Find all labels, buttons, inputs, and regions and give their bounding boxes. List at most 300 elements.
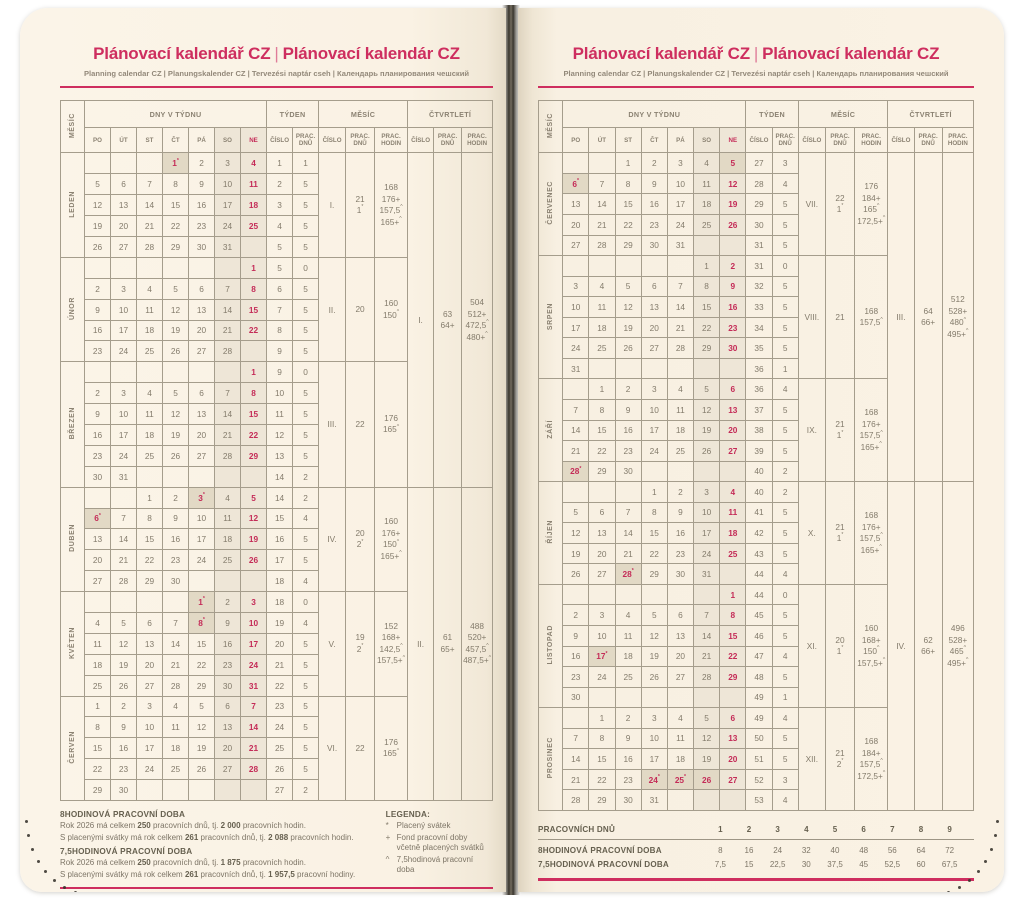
month-label-duben: DUBEN — [61, 487, 85, 591]
week-workdays: 5 — [772, 667, 798, 688]
day-cell: 19 — [163, 424, 189, 445]
day-cell: 22 — [641, 543, 667, 564]
day-cell: 20 — [111, 216, 137, 237]
day-cell: 31 — [641, 790, 667, 811]
day-cell: 5 — [163, 383, 189, 404]
week-number: 35 — [746, 338, 772, 359]
week-number: 33 — [746, 297, 772, 318]
day-cell — [563, 482, 589, 503]
day-cell: 23 — [111, 759, 137, 780]
perforation-dot — [74, 891, 77, 892]
week-number: 6 — [267, 278, 293, 299]
week-workdays: 0 — [293, 362, 319, 383]
day-cell: 16 — [85, 320, 111, 341]
day-cell — [563, 379, 589, 400]
week-workdays: 5 — [293, 717, 319, 738]
workdays-col: 2 — [746, 825, 752, 835]
week-number: 32 — [746, 276, 772, 297]
week-number: 53 — [746, 790, 772, 811]
day-cell — [694, 235, 720, 256]
week-workdays: 5 — [293, 759, 319, 780]
day-cell: 29 — [85, 780, 111, 801]
day-cell: 7 — [667, 276, 693, 297]
title-divider: | — [274, 44, 279, 63]
day-cell: 20 — [720, 420, 746, 441]
day-cell: 13 — [667, 625, 693, 646]
week-number: 3 — [267, 195, 293, 216]
day-cell: 23 — [667, 543, 693, 564]
day-cell: 26 — [720, 215, 746, 236]
month-workhours: 176 184+ 165^ 172,5+^ — [855, 153, 888, 256]
day-cell: 23 — [641, 215, 667, 236]
day-cell: 6 — [189, 383, 215, 404]
month-workhours: 168 176+ 157,5^ 165+^ — [855, 482, 888, 585]
week-workdays: 5 — [772, 194, 798, 215]
day-cell: 10 — [641, 399, 667, 420]
day-cell: 13 — [720, 399, 746, 420]
day-cell: 19 — [163, 320, 189, 341]
day-cell: 5 — [720, 153, 746, 174]
day-cell: 19 — [111, 654, 137, 675]
month-number: V. — [319, 592, 346, 696]
day-cell: 6* — [85, 508, 111, 529]
day-cell: 16 — [641, 194, 667, 215]
legend-item: * Placený svátek — [385, 821, 451, 830]
day-cell: 30 — [615, 461, 641, 482]
col-header-tyden: TÝDEN — [267, 101, 319, 128]
week-number: 30 — [746, 215, 772, 236]
day-cell: 3 — [241, 592, 267, 613]
day-cell: 14 — [163, 633, 189, 654]
day-cell: 11 — [667, 399, 693, 420]
perforation-dot — [968, 879, 971, 882]
week-workdays: 5 — [293, 675, 319, 696]
day-cell: 17 — [641, 749, 667, 770]
day-cell: 24 — [137, 759, 163, 780]
day-cell: 23 — [85, 341, 111, 362]
day-cell: 7 — [111, 508, 137, 529]
sub-header-1: PRAC. DNŮ — [293, 128, 319, 153]
day-cell: 1 — [241, 257, 267, 278]
day-cell: 28 — [215, 341, 241, 362]
day-cell: 28 — [589, 235, 615, 256]
day-cell — [563, 584, 589, 605]
week-number: 36 — [746, 358, 772, 379]
day-cell — [589, 358, 615, 379]
day-cell: 1 — [85, 696, 111, 717]
week-workdays: 5 — [772, 523, 798, 544]
day-cell: 30 — [615, 790, 641, 811]
week-workdays: 1 — [772, 687, 798, 708]
week-workdays: 5 — [293, 529, 319, 550]
day-cell: 12 — [720, 173, 746, 194]
day-header-st: ST — [615, 128, 641, 153]
day-cell: 2 — [85, 383, 111, 404]
day-cell: 26 — [241, 550, 267, 571]
day-cell: 22 — [241, 424, 267, 445]
week-workdays: 5 — [293, 633, 319, 654]
day-cell — [85, 592, 111, 613]
day-cell: 10 — [111, 404, 137, 425]
day-cell: 30 — [667, 564, 693, 585]
week-workdays: 5 — [772, 420, 798, 441]
perforation-dot — [994, 834, 997, 837]
week-workdays: 1 — [772, 358, 798, 379]
day-cell: 7 — [694, 605, 720, 626]
day-cell: 6 — [189, 278, 215, 299]
day-cell: 5 — [694, 708, 720, 729]
day-cell: 2 — [615, 708, 641, 729]
day-cell: 24 — [111, 445, 137, 466]
day-header-po: PO — [85, 128, 111, 153]
month-workdays: 20 — [346, 257, 375, 361]
day-header-čt: ČT — [641, 128, 667, 153]
sub-header-7: PRAC. HODIN — [942, 128, 973, 153]
day-cell: 24 — [189, 550, 215, 571]
day-cell: 15 — [163, 195, 189, 216]
day-cell: 27 — [137, 675, 163, 696]
week-number: 29 — [746, 194, 772, 215]
day-cell: 18 — [667, 420, 693, 441]
page-subtitle: Planning calendar CZ | Planungskalender CZ | Tervezési naptár cseh | Календарь планирования чешский — [563, 69, 949, 78]
day-cell: 8 — [694, 276, 720, 297]
day-cell: 2 — [189, 153, 215, 174]
month-workhours: 160 176+ 150^ 165+^ — [375, 487, 408, 591]
day-cell: 25* — [667, 769, 693, 790]
week-number: 9 — [267, 341, 293, 362]
day-cell: 14 — [563, 749, 589, 770]
quarter-workhours: 512 528+ 480^ 495+^ — [942, 153, 973, 482]
day-cell: 17 — [641, 420, 667, 441]
month-number: I. — [319, 153, 346, 257]
week-workdays: 5 — [772, 441, 798, 462]
day-cell: 27 — [85, 571, 111, 592]
day-cell — [189, 780, 215, 801]
day-cell: 17 — [694, 523, 720, 544]
day-header-ne: NE — [720, 128, 746, 153]
week-workdays: 4 — [772, 379, 798, 400]
week-number: 17 — [267, 550, 293, 571]
day-cell: 12 — [563, 523, 589, 544]
day-cell: 12 — [694, 399, 720, 420]
week-workdays: 5 — [293, 236, 319, 257]
week-workdays: 5 — [772, 297, 798, 318]
day-cell: 10 — [667, 173, 693, 194]
day-cell — [667, 358, 693, 379]
day-header-čt: ČT — [163, 128, 189, 153]
day-cell: 11 — [163, 717, 189, 738]
sub-header-0: ČÍSLO — [267, 128, 293, 153]
col-header-dny-v-tydnu: DNY V TÝDNU — [563, 101, 746, 128]
day-cell — [615, 584, 641, 605]
quarter-workhours: 488 520+ 457,5^ 487,5+^ — [462, 487, 493, 800]
day-cell: 28 — [111, 571, 137, 592]
month-number: XI. — [798, 584, 825, 707]
day-cell: 19 — [85, 216, 111, 237]
week-number: 50 — [746, 728, 772, 749]
day-cell — [85, 487, 111, 508]
day-cell: 15 — [241, 299, 267, 320]
workdays-title: PRACOVNÍCH DNŮ — [538, 825, 615, 835]
day-cell: 2 — [163, 487, 189, 508]
day-cell: 8 — [589, 399, 615, 420]
day-cell: 22 — [85, 759, 111, 780]
day-cell — [589, 482, 615, 503]
col-header-ctvrtleti: ČTVRTLETÍ — [408, 101, 493, 128]
quarter-number: III. — [888, 153, 914, 482]
day-cell: 26 — [163, 341, 189, 362]
day-cell: 16 — [215, 633, 241, 654]
day-cell: 9 — [641, 173, 667, 194]
day-cell: 20 — [85, 550, 111, 571]
day-cell: 26 — [563, 564, 589, 585]
month-workdays: 21 — [825, 256, 854, 379]
perforation-dot — [27, 834, 30, 837]
day-cell: 8 — [241, 278, 267, 299]
day-cell — [215, 362, 241, 383]
day-header-út: ÚT — [589, 128, 615, 153]
day-cell: 25 — [241, 216, 267, 237]
day-cell: 23 — [189, 216, 215, 237]
week-workdays: 5 — [293, 278, 319, 299]
day-cell: 2 — [85, 278, 111, 299]
month-label-prosinec: PROSINEC — [539, 708, 563, 811]
week-workdays: 4 — [293, 508, 319, 529]
quarter-workdays: 63 64+ — [434, 153, 462, 487]
day-cell: 25 — [137, 341, 163, 362]
week-number: 28 — [746, 173, 772, 194]
day-cell: 8 — [85, 717, 111, 738]
day-cell: 24 — [111, 341, 137, 362]
day-cell: 1 — [615, 153, 641, 174]
day-cell: 22 — [720, 646, 746, 667]
day-cell — [615, 687, 641, 708]
day-cell: 1 — [641, 482, 667, 503]
day-cell — [720, 235, 746, 256]
day-cell: 15 — [720, 625, 746, 646]
day-cell: 18 — [241, 195, 267, 216]
workdays-col: 1 — [718, 825, 723, 835]
month-number: X. — [798, 482, 825, 585]
day-cell: 12 — [163, 404, 189, 425]
day-cell: 1* — [189, 592, 215, 613]
day-cell — [215, 257, 241, 278]
workdays-col: 5 — [832, 825, 838, 835]
day-cell: 28 — [215, 445, 241, 466]
day-cell: 29 — [615, 235, 641, 256]
day-cell — [85, 362, 111, 383]
day-cell: 23 — [563, 667, 589, 688]
day-cell: 10 — [694, 502, 720, 523]
week-workdays: 4 — [772, 646, 798, 667]
day-cell: 29 — [589, 790, 615, 811]
day-cell: 27 — [189, 341, 215, 362]
week-number: 12 — [267, 424, 293, 445]
month-workhours: 168 184+ 157,5^ 172,5+^ — [855, 708, 888, 811]
week-workdays: 2 — [772, 461, 798, 482]
month-number: II. — [319, 257, 346, 361]
day-cell: 21 — [667, 317, 693, 338]
day-cell: 6 — [589, 502, 615, 523]
day-cell: 23 — [163, 550, 189, 571]
day-cell — [589, 256, 615, 277]
sub-header-3: PRAC. DNŮ — [346, 128, 375, 153]
day-cell: 13 — [85, 529, 111, 550]
day-cell: 24 — [667, 215, 693, 236]
week-workdays: 5 — [293, 654, 319, 675]
day-cell: 14 — [563, 420, 589, 441]
day-cell — [667, 256, 693, 277]
day-cell — [694, 461, 720, 482]
week-number: 48 — [746, 667, 772, 688]
col-header-mesic-side: MĚSÍC — [539, 101, 563, 153]
day-cell: 15 — [137, 529, 163, 550]
perforation-dot — [958, 886, 961, 889]
day-cell — [720, 790, 746, 811]
day-cell: 17 — [111, 320, 137, 341]
day-cell: 10 — [137, 717, 163, 738]
day-cell: 26 — [163, 445, 189, 466]
day-cell: 30 — [111, 780, 137, 801]
week-number: 24 — [267, 717, 293, 738]
page-subtitle: Planning calendar CZ | Planungskalender CZ | Tervezési naptár cseh | Календарь планирования чешский — [83, 69, 470, 78]
week-workdays: 2 — [293, 780, 319, 801]
day-cell: 11 — [615, 625, 641, 646]
month-workhours: 168 176+ 157,5^ 165+^ — [855, 379, 888, 482]
page-right — [518, 8, 1004, 892]
day-cell: 3 — [641, 708, 667, 729]
week-workdays: 5 — [293, 195, 319, 216]
day-cell: 8 — [720, 605, 746, 626]
day-cell: 4 — [667, 708, 693, 729]
day-cell: 26 — [694, 441, 720, 462]
day-cell: 15 — [241, 404, 267, 425]
day-cell — [111, 592, 137, 613]
week-number: 7 — [267, 299, 293, 320]
day-cell: 28 — [241, 759, 267, 780]
day-cell: 21 — [563, 769, 589, 790]
day-cell — [720, 461, 746, 482]
day-cell — [615, 358, 641, 379]
day-cell: 1 — [694, 256, 720, 277]
workdays-header-row — [538, 823, 974, 837]
day-cell: 31 — [215, 236, 241, 257]
day-cell: 23 — [215, 654, 241, 675]
day-cell: 26 — [85, 236, 111, 257]
week-workdays: 2 — [772, 482, 798, 503]
day-cell: 30 — [215, 675, 241, 696]
month-label-únor: ÚNOR — [61, 257, 85, 361]
day-cell: 19 — [720, 194, 746, 215]
day-cell: 30 — [563, 687, 589, 708]
line-75h-2: S placenými svátky má rok celkem 261 pracovních dnů, tj. 1 957,5 pracovní hodiny. — [60, 869, 356, 879]
perforation-dot — [44, 870, 47, 873]
day-cell: 1 — [589, 708, 615, 729]
sub-header-1: PRAC. DNŮ — [772, 128, 798, 153]
day-cell: 21 — [241, 738, 267, 759]
day-cell — [215, 780, 241, 801]
day-cell — [615, 256, 641, 277]
month-label-leden: LEDEN — [61, 153, 85, 257]
line-8h-2: S placenými svátky má rok celkem 261 pracovních dnů, tj. 2 088 pracovních hodin. — [60, 832, 354, 842]
day-cell: 11 — [137, 404, 163, 425]
week-workdays: 5 — [293, 424, 319, 445]
day-cell: 4 — [163, 696, 189, 717]
day-cell: 14 — [215, 404, 241, 425]
day-cell: 12 — [163, 299, 189, 320]
workdays-table — [538, 823, 974, 872]
day-cell: 27 — [667, 667, 693, 688]
day-cell — [111, 487, 137, 508]
day-cell — [720, 687, 746, 708]
workdays-col: 8 — [918, 825, 924, 835]
week-workdays: 0 — [772, 256, 798, 277]
day-cell — [667, 584, 693, 605]
day-cell: 12 — [111, 633, 137, 654]
day-cell: 4 — [85, 612, 111, 633]
day-cell: 6 — [720, 379, 746, 400]
day-cell: 29 — [720, 667, 746, 688]
day-cell: 24 — [215, 216, 241, 237]
day-cell — [667, 790, 693, 811]
day-cell: 19 — [615, 317, 641, 338]
day-cell: 4 — [137, 278, 163, 299]
col-header-dny-v-tydnu: DNY V TÝDNU — [85, 101, 267, 128]
perforation-dot — [984, 860, 987, 863]
day-cell: 9 — [563, 625, 589, 646]
col-header-tyden: TÝDEN — [746, 101, 798, 128]
day-cell — [667, 461, 693, 482]
week-workdays: 4 — [772, 173, 798, 194]
day-cell: 20 — [720, 749, 746, 770]
day-cell: 10 — [241, 612, 267, 633]
day-header-ne: NE — [241, 128, 267, 153]
day-cell: 17 — [111, 424, 137, 445]
day-cell: 1 — [241, 362, 267, 383]
week-number: 34 — [746, 317, 772, 338]
day-cell: 17 — [563, 317, 589, 338]
month-workhours: 160 150^ — [375, 257, 408, 361]
day-cell: 24 — [563, 338, 589, 359]
day-cell: 31 — [563, 358, 589, 379]
week-number: 26 — [267, 759, 293, 780]
day-header-st: ST — [137, 128, 163, 153]
day-cell: 15 — [589, 749, 615, 770]
week-number: 2 — [267, 174, 293, 195]
day-cell: 7 — [215, 278, 241, 299]
calendar-table-h2 — [538, 100, 974, 811]
day-cell: 11 — [589, 297, 615, 318]
quarter-number: IV. — [888, 482, 914, 811]
day-cell: 11 — [215, 508, 241, 529]
day-cell: 6 — [641, 276, 667, 297]
day-cell — [163, 466, 189, 487]
day-cell: 27 — [563, 235, 589, 256]
perforation-dot — [996, 820, 999, 823]
week-row — [61, 153, 493, 174]
day-cell: 31 — [694, 564, 720, 585]
week-workdays: 5 — [293, 696, 319, 717]
day-cell — [215, 571, 241, 592]
day-cell: 13 — [215, 717, 241, 738]
week-number: 14 — [267, 487, 293, 508]
day-cell: 13 — [563, 194, 589, 215]
week-workdays: 5 — [772, 605, 798, 626]
day-cell: 20 — [189, 320, 215, 341]
day-cell: 4 — [667, 379, 693, 400]
quarter-number: II. — [408, 487, 434, 800]
week-workdays: 5 — [772, 502, 798, 523]
